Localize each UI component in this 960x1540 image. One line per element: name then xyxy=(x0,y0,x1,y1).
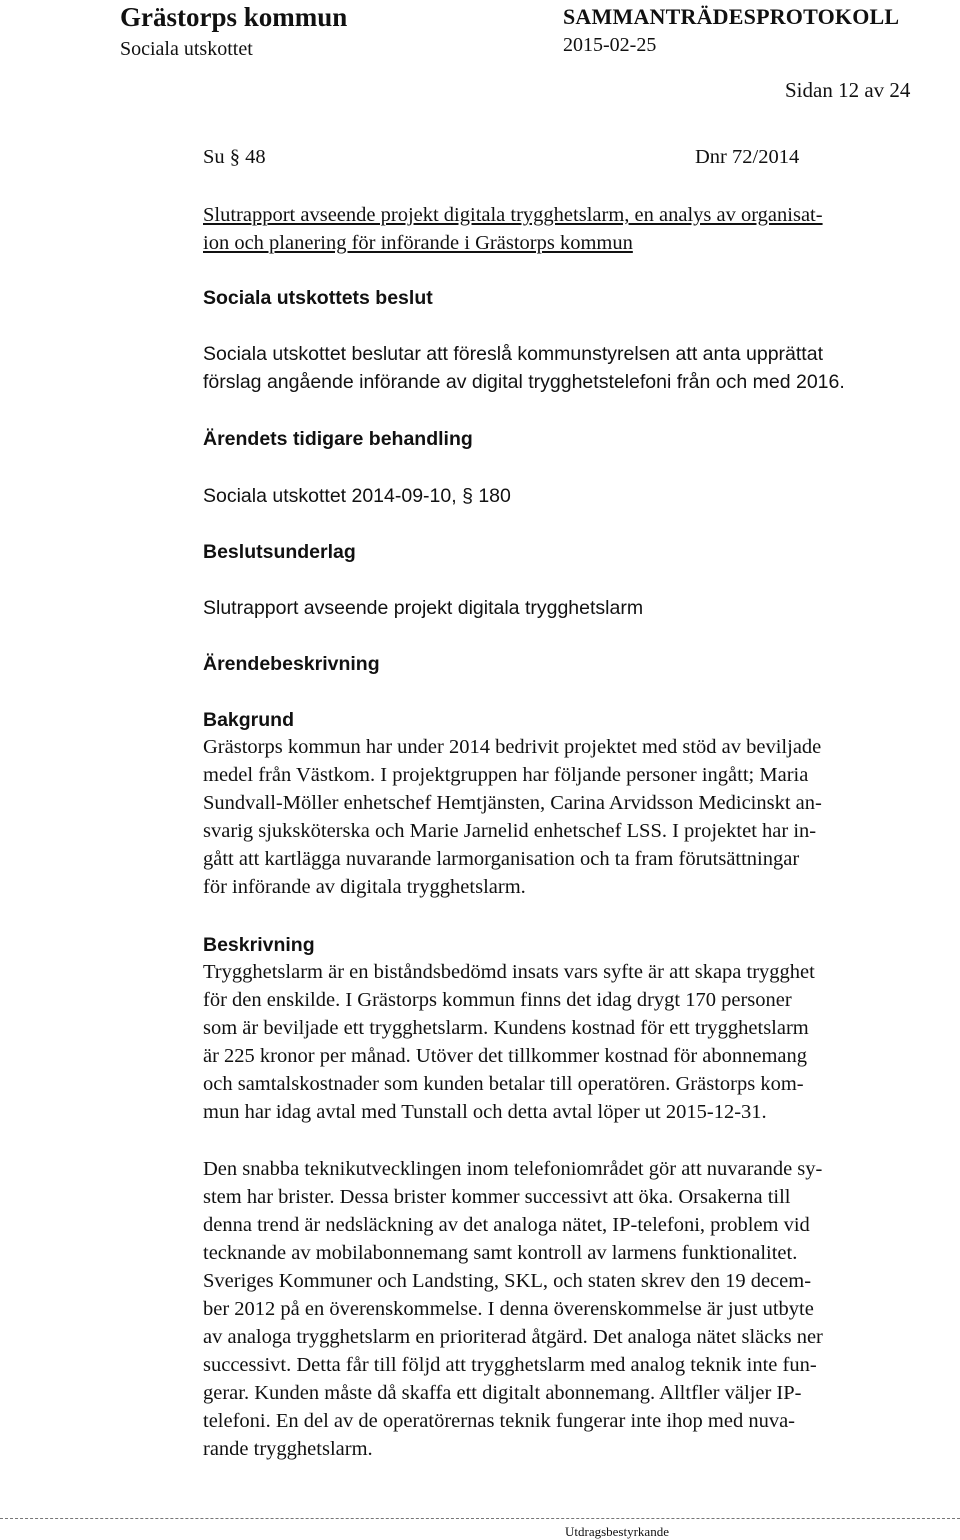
decision-line: förslag angående införande av digital trygghetstelefoni från och med 2016. xyxy=(203,371,845,393)
description-line: mun har idag avtal med Tunstall och detta avtal löper ut 2015-12-31. xyxy=(203,1101,767,1123)
basis-heading: Beslutsunderlag xyxy=(203,541,356,563)
description-line: telefoni. En del av de operatörernas teknik fungerar inte ihop med nuva- xyxy=(203,1410,795,1432)
background-line: för införande av digitala trygghetslarm. xyxy=(203,876,526,898)
description-heading: Beskrivning xyxy=(203,934,315,956)
document-type: SAMMANTRÄDESPROTOKOLL xyxy=(563,4,900,29)
background-line: medel från Västkom. I projektgruppen har följande personer ingått; Maria xyxy=(203,764,809,786)
footer-label: Utdragsbestyrkande xyxy=(565,1524,669,1539)
description-line: rande trygghetslarm. xyxy=(203,1438,373,1460)
description-line: Trygghetslarm är en biståndsbedömd insats vars syfte är att skapa trygghet xyxy=(203,961,815,983)
case-dnr: Dnr 72/2014 xyxy=(695,146,800,168)
case-paragraph: Su § 48 xyxy=(203,146,266,168)
background-line: Sundvall-Möller enhetschef Hemtjänsten, Carina Arvidsson Medicinskt an- xyxy=(203,792,822,814)
description-line: för den enskilde. I Grästorps kommun finns det idag drygt 170 personer xyxy=(203,989,792,1011)
footer-divider xyxy=(0,1518,960,1519)
description-line: av analoga trygghetslarm en prioriterad åtgärd. Det analoga nätet släcks ner xyxy=(203,1326,823,1348)
description-line: som är beviljade ett trygghetslarm. Kundens kostnad för ett trygghetslarm xyxy=(203,1017,809,1039)
page-number: Sidan 12 av 24 xyxy=(785,78,911,102)
background-line: svarig sjuksköterska och Marie Jarnelid enhetschef LSS. I projektet har in- xyxy=(203,820,817,842)
description-main-heading: Ärendebeskrivning xyxy=(203,653,380,675)
basis-text: Slutrapport avseende projekt digitala trygghetslarm xyxy=(203,597,644,619)
description-line: tecknande av mobilabonnemang samt kontroll av larmens funktionalitet. xyxy=(203,1242,798,1264)
background-line: gått att kartlägga nuvarande larmorganisation och ta fram förutsättningar xyxy=(203,848,800,870)
description-line: successivt. Detta får till följd att trygghetslarm med analog teknik inte fun- xyxy=(203,1354,817,1376)
description-line: Den snabba teknikutvecklingen inom telefoniområdet gör att nuvarande sy- xyxy=(203,1158,823,1180)
title-line: ion och planering för införande i Grästorps kommun xyxy=(203,232,633,254)
title-line: Slutrapport avseende projekt digitala trygghetslarm, en analys av organisat- xyxy=(203,204,823,226)
unit-name: Sociala utskottet xyxy=(120,38,253,60)
background-heading: Bakgrund xyxy=(203,709,295,731)
organization-name: Grästorps kommun xyxy=(120,2,348,32)
background-line: Grästorps kommun har under 2014 bedrivit projektet med stöd av beviljade xyxy=(203,736,822,758)
decision-heading: Sociala utskottets beslut xyxy=(203,287,433,309)
previous-text: Sociala utskottet 2014-09-10, § 180 xyxy=(203,485,511,507)
description-line: gerar. Kunden måste då skaffa ett digitalt abonnemang. Alltfler väljer IP- xyxy=(203,1382,802,1404)
description-line: Sveriges Kommuner och Landsting, SKL, och staten skrev den 19 decem- xyxy=(203,1270,812,1292)
previous-heading: Ärendets tidigare behandling xyxy=(203,428,473,450)
description-line: och samtalskostnader som kunden betalar till operatören. Grästorps kom- xyxy=(203,1073,804,1095)
decision-line: Sociala utskottet beslutar att föreslå kommunstyrelsen att anta upprättat xyxy=(203,343,823,365)
meeting-date: 2015-02-25 xyxy=(563,34,657,56)
description-line: är 225 kronor per månad. Utöver det tillkommer kostnad för abonnemang xyxy=(203,1045,808,1067)
description-line: ber 2012 på en överenskommelse. I denna överenskommelse är just utbyte xyxy=(203,1298,814,1320)
description-line: denna trend är nedsläckning av det analoga nätet, IP-telefoni, problem vid xyxy=(203,1214,810,1236)
description-line: stem har brister. Dessa brister kommer successivt att öka. Orsakerna till xyxy=(203,1186,791,1208)
